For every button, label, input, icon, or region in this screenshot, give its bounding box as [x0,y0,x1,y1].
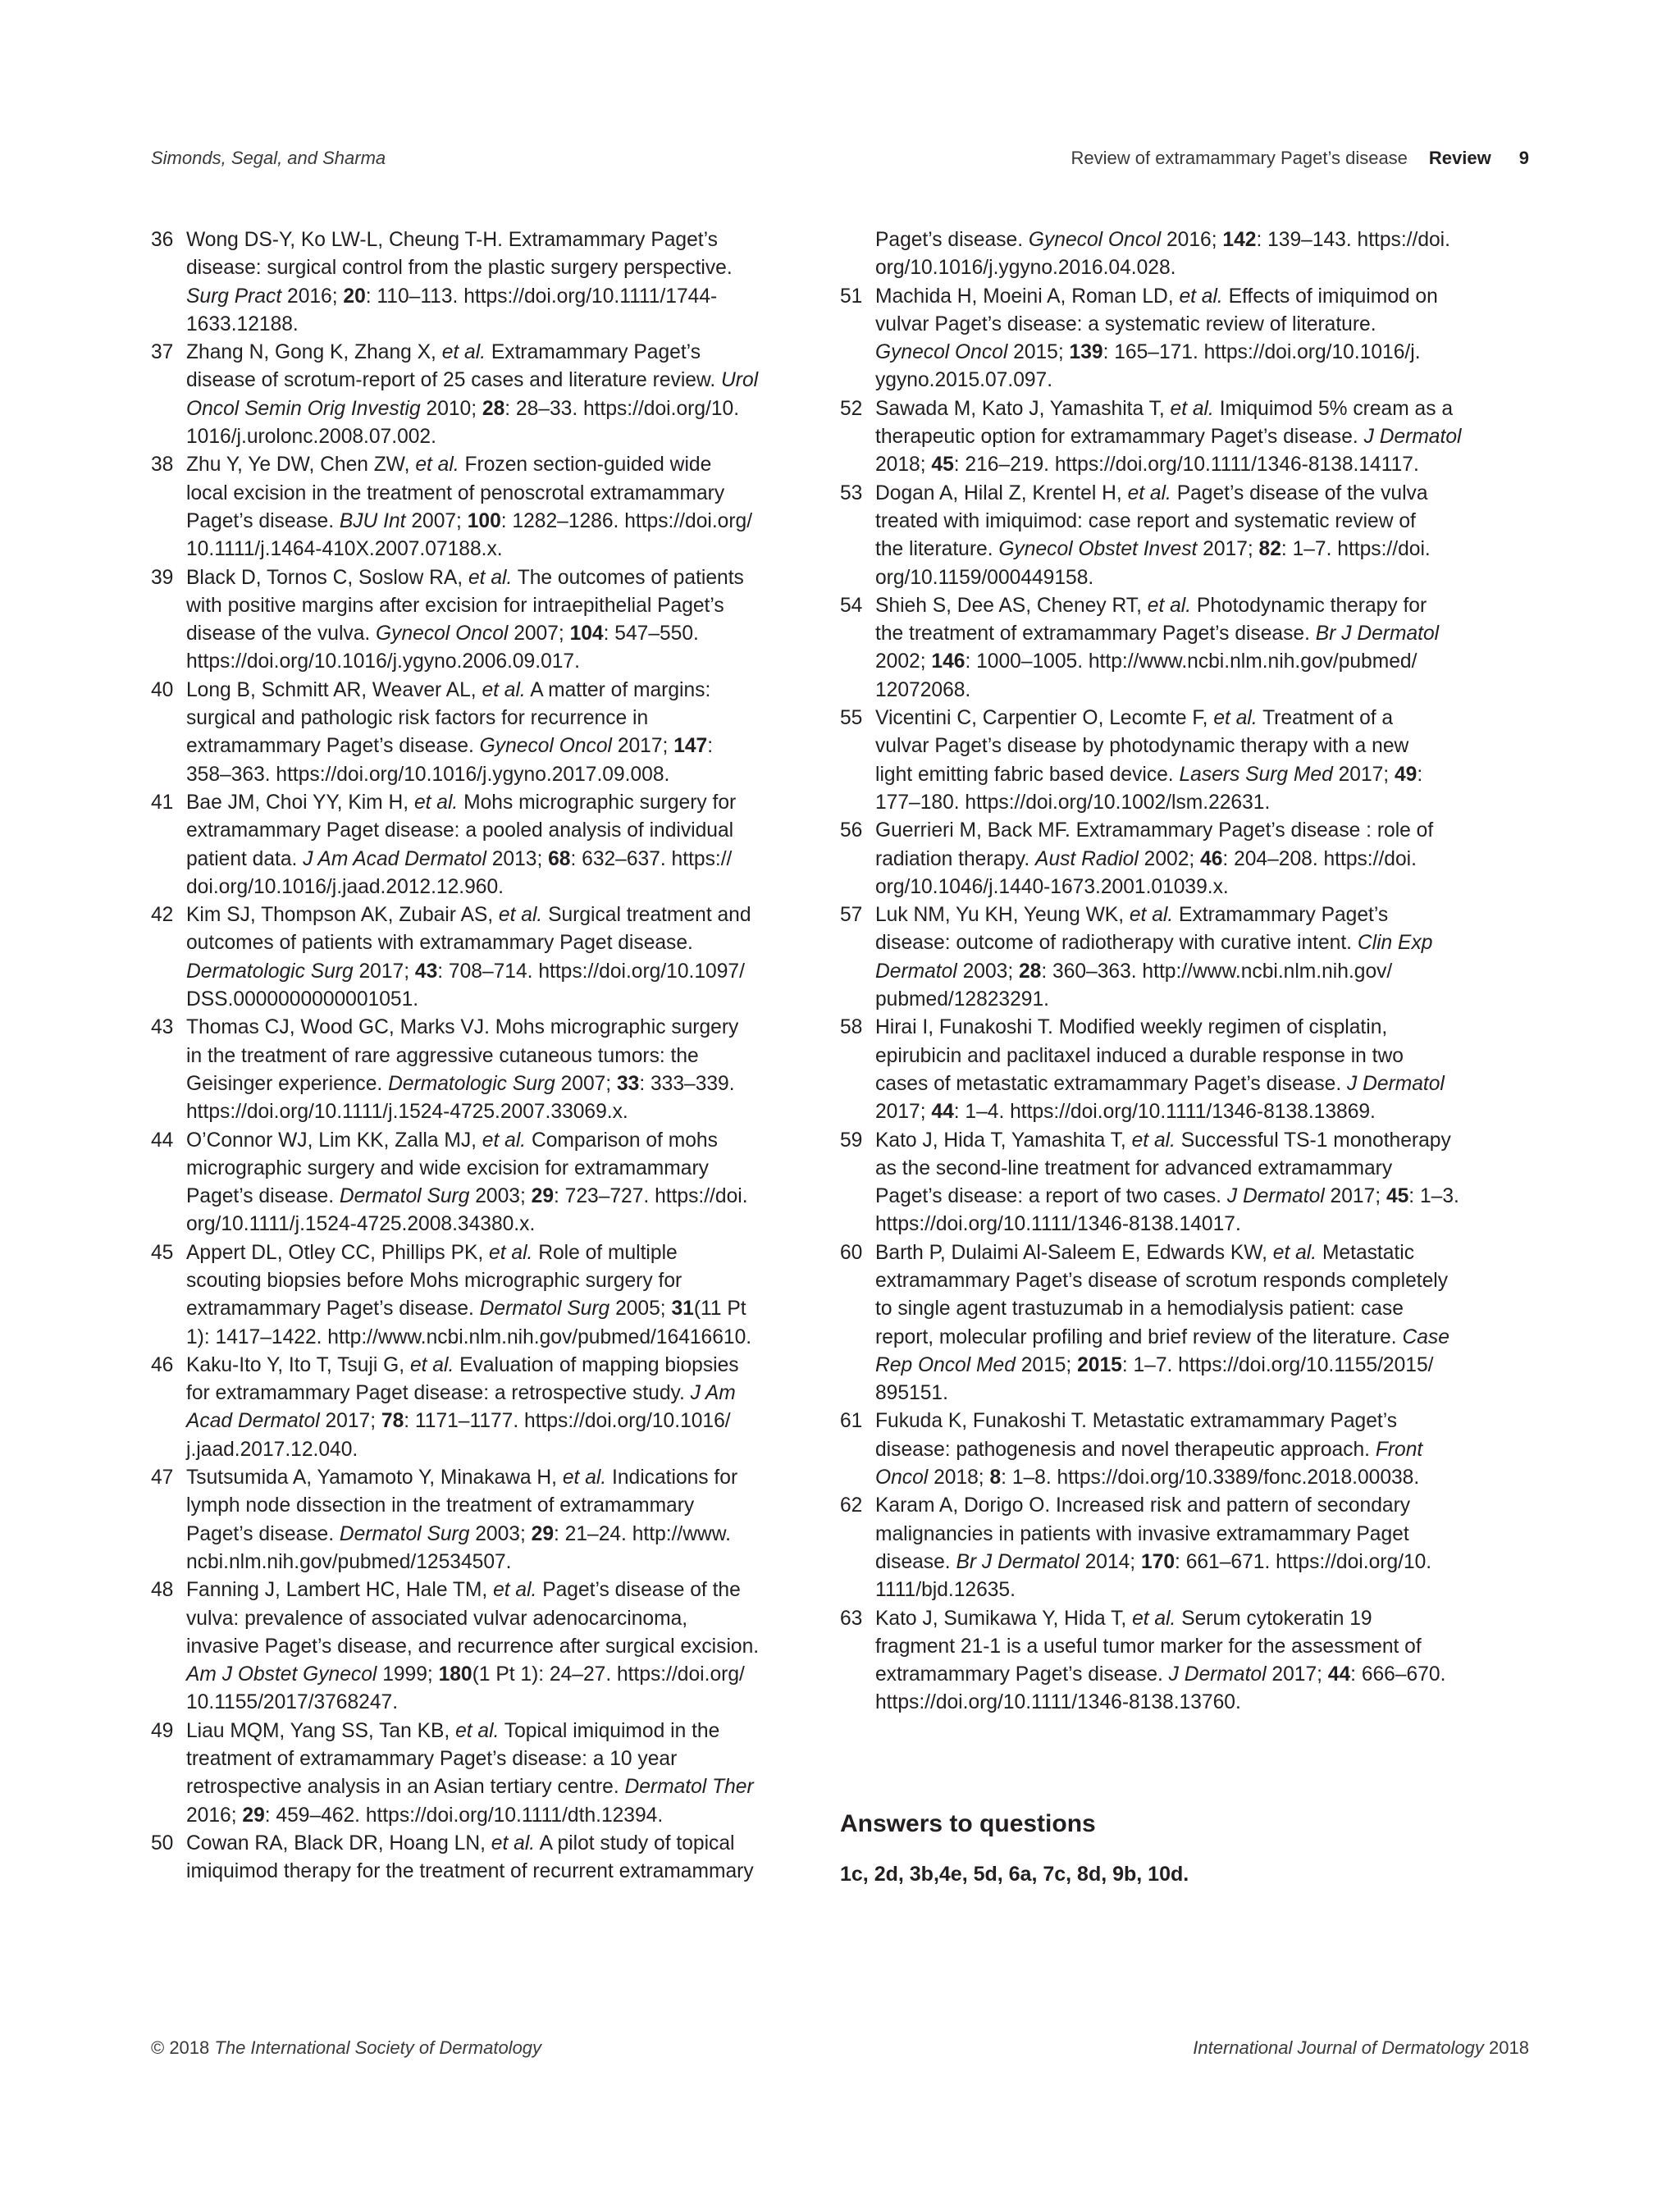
reference-line: Cowan RA, Black DR, Hoang LN, et al. A pilot study of topical [186,1832,735,1854]
reference-line: Fanning J, Lambert HC, Hale TM, et al. Paget’s disease of the [186,1579,741,1602]
reference-number: 38 [151,454,174,477]
reference-line: micrographic surgery and wide excision for extramammary [186,1156,709,1179]
reference-line: Oncol 2018; 8: 1–8. https://doi.org/10.3389/fonc.2018.00038. [875,1467,1420,1489]
reference-line: for extramammary Paget disease: a retrospective study. J Am [186,1382,736,1405]
reference-line: ncbi.nlm.nih.gov/pubmed/12534507. [186,1550,512,1573]
reference-item [151,901,783,1014]
reference-line: O’Connor WJ, Lim KK, Zalla MJ, et al. Comparison of mohs [186,1129,718,1152]
reference-number: 57 [840,904,863,927]
reference-line: report, molecular profiling and brief review of the literature. Case [875,1325,1449,1348]
reference-line: 2016; 29: 459–462. https://doi.org/10.1111/dth.12394. [186,1804,664,1827]
reference-line: imiquimod therapy for the treatment of recurrent extramammary [186,1860,754,1883]
footer-year: 2018 [1489,2037,1529,2058]
reference-item [151,1127,783,1239]
reference-number: 41 [151,791,174,814]
reference-line: Vicentini C, Carpentier O, Lecomte F, et al. Treatment of a [875,707,1394,730]
reference-number: 55 [840,707,863,730]
reference-line: Paget’s disease. Dermatol Surg 2003; 29: 21–24. http://www. [186,1522,731,1545]
reference-line: fragment 21-1 is a useful tumor marker for the assessment of [875,1635,1422,1658]
reference-line: Liau MQM, Yang SS, Tan KB, et al. Topical imiquimod in the [186,1719,720,1742]
reference-line: Guerrieri M, Back MF. Extramammary Paget’s disease : role of [875,819,1434,842]
reference-line: Machida H, Moeini A, Roman LD, et al. Effects of imiquimod on [875,285,1438,308]
reference-item [151,1464,783,1576]
reference-line: disease of the vulva. Gynecol Oncol 2007; 104: 547–550. [186,623,699,646]
reference-item [840,1492,1496,1604]
reference-line: treated with imiquimod: case report and systematic review of [875,509,1416,532]
reference-line: Thomas CJ, Wood GC, Marks VJ. Mohs micrographic surgery [186,1016,739,1039]
reference-item [151,1014,783,1126]
reference-number: 47 [151,1467,174,1489]
reference-line: Barth P, Dulaimi Al-Saleem E, Edwards KW, et al. Metastatic [875,1241,1415,1264]
reference-number: 62 [840,1494,863,1517]
reference-item [840,1407,1496,1492]
reference-item [151,1352,783,1464]
reference-line: extramammary Paget’s disease. Dermatol Surg 2005; 31(11 Pt [186,1298,746,1321]
reference-line: invasive Paget’s disease, and recurrence after surgical excision. [186,1635,760,1658]
reference-item [151,564,783,677]
page-number: 9 [1518,148,1529,168]
reference-number: 58 [840,1016,863,1039]
reference-item [151,1239,783,1352]
reference-line: with positive margins after excision for intraepithelial Paget’s [186,594,724,617]
reference-item [151,677,783,789]
reference-line: therapeutic option for extramammary Paget’s disease. J Dermatol [875,426,1462,449]
reference-number: 52 [840,397,863,420]
reference-line: Dogan A, Hilal Z, Krentel H, et al. Paget’s disease of the vulva [875,481,1428,504]
reference-number: 48 [151,1579,174,1602]
footer-journal-name: International Journal of Dermatology [1193,2037,1484,2058]
reference-line: Fukuda K, Funakoshi T. Metastatic extramammary Paget’s [875,1410,1398,1433]
reference-line: radiation therapy. Aust Radiol 2002; 46: 204–208. https://doi. [875,847,1417,870]
reference-line: Oncol Semin Orig Investig 2010; 28: 28–33. https://doi.org/10. [186,397,740,420]
reference-line: disease. Br J Dermatol 2014; 170: 661–671. https://doi.org/10. [875,1550,1432,1573]
reference-line: Rep Oncol Med 2015; 2015: 1–7. https://doi.org/10.1155/2015/ [875,1353,1434,1376]
reference-number: 44 [151,1129,174,1152]
reference-line: Shieh S, Dee AS, Cheney RT, et al. Photodynamic therapy for [875,594,1427,617]
reference-line: in the treatment of rare aggressive cutaneous tumors: the [186,1044,699,1067]
reference-number: 37 [151,341,174,364]
reference-line: 1): 1417–1422. http://www.ncbi.nlm.nih.gov/pubmed/16416610. [186,1325,752,1348]
reference-line: Kaku-Ito Y, Ito T, Tsuji G, et al. Evaluation of mapping biopsies [186,1353,739,1376]
reference-line: https://doi.org/10.1111/1346-8138.14017. [875,1213,1241,1236]
reference-line: Am J Obstet Gynecol 1999; 180(1 Pt 1): 24–27. https://doi.org/ [186,1663,745,1686]
reference-number: 51 [840,285,863,308]
reference-item [840,592,1496,705]
reference-line: patient data. J Am Acad Dermatol 2013; 68: 632–637. https:// [186,847,733,870]
reference-line: surgical and pathologic risk factors for recurrence in [186,707,649,730]
reference-line: local excision in the treatment of penoscrotal extramammary [186,481,725,504]
reference-line: scouting biopsies before Mohs micrographic surgery for [186,1269,682,1292]
reference-line: Zhang N, Gong K, Zhang X, et al. Extramammary Paget’s [186,341,701,364]
reference-line: 2002; 146: 1000–1005. http://www.ncbi.nlm.nih.gov/pubmed/ [875,650,1418,673]
reference-item [151,1718,783,1830]
reference-line: org/10.1159/000449158. [875,566,1094,589]
reference-number: 42 [151,904,174,927]
reference-line: 358–363. https://doi.org/10.1016/j.ygyno.2017.09.008. [186,763,670,786]
reference-line: 10.1111/j.1464-410X.2007.07188.x. [186,538,503,561]
reference-item [840,901,1496,1014]
reference-line: Appert DL, Otley CC, Phillips PK, et al. Role of multiple [186,1241,678,1264]
reference-number: 49 [151,1719,174,1742]
reference-item [840,283,1496,395]
reference-item [151,789,783,901]
reference-line: Dermatol 2003; 28: 360–363. http://www.ncbi.nlm.nih.gov/ [875,960,1393,983]
reference-line: org/10.1111/j.1524-4725.2008.34380.x. [186,1213,536,1236]
reference-line: Gynecol Oncol 2015; 139: 165–171. https://doi.org/10.1016/j. [875,341,1421,364]
footer-copyright-year: © 2018 [151,2037,210,2058]
reference-item [840,817,1496,901]
reference-line: Long B, Schmitt AR, Weaver AL, et al. A matter of margins: [186,678,711,701]
reference-line: the literature. Gynecol Obstet Invest 2017; 82: 1–7. https://doi. [875,538,1431,561]
reference-item [840,1014,1496,1126]
reference-number: 39 [151,566,174,589]
reference-number: 36 [151,229,174,251]
reference-line: epirubicin and paclitaxel induced a durable response in two [875,1044,1404,1067]
reference-item [840,395,1496,480]
reference-line: Sawada M, Kato J, Yamashita T, et al. Imiquimod 5% cream as a [875,397,1453,420]
reference-line: disease of scrotum-report of 25 cases and literature review. Urol [186,369,759,392]
answers-heading: Answers to questions [840,1809,1096,1837]
footer-copyright [151,2037,541,2059]
reference-line: Acad Dermatol 2017; 78: 1171–1177. https://doi.org/10.1016/ [186,1410,731,1433]
reference-line: Wong DS-Y, Ko LW-L, Cheung T-H. Extramammary Paget’s [186,229,718,251]
reference-number: 45 [151,1241,174,1264]
footer-society: The International Society of Dermatology [214,2037,542,2058]
reference-line: 1111/bjd.12635. [875,1579,1016,1602]
reference-line: vulvar Paget’s disease by photodynamic therapy with a new [875,735,1409,758]
reference-line: lymph node dissection in the treatment of extramammary [186,1494,695,1517]
references-column-right [840,226,1496,1888]
reference-line: https://doi.org/10.1111/j.1524-4725.2007.33069.x. [186,1101,628,1124]
reference-line: vulva: prevalence of associated vulvar adenocarcinoma, [186,1607,688,1630]
reference-line: vulvar Paget’s disease: a systematic review of literature. [875,312,1376,335]
reference-item [840,705,1496,817]
reference-line: Kato J, Hida T, Yamashita T, et al. Successful TS-1 monotherapy [875,1129,1451,1152]
reference-line: Paget’s disease. BJU Int 2007; 100: 1282–1286. https://doi.org/ [186,509,753,532]
references-list-right [840,226,1496,1718]
reference-number: 40 [151,678,174,701]
reference-line: disease: pathogenesis and novel therapeutic approach. Front [875,1438,1423,1461]
reference-number: 60 [840,1241,863,1264]
reference-line: ygyno.2015.07.097. [875,369,1053,392]
reference-number: 46 [151,1353,174,1376]
footer-journal [1193,2037,1529,2059]
header-article-title: Review of extramammary Paget’s disease [1071,148,1408,168]
reference-line: j.jaad.2017.12.040. [186,1438,358,1461]
reference-line: extramammary Paget’s disease of scrotum responds completely [875,1269,1449,1292]
reference-line: Zhu Y, Ye DW, Chen ZW, et al. Frozen section-guided wide [186,454,712,477]
reference-line: https://doi.org/10.1111/1346-8138.13760. [875,1691,1241,1714]
references-column-left [151,226,783,1886]
reference-line: extramammary Paget’s disease. Gynecol Oncol 2017; 147: [186,735,714,758]
running-header [151,148,1529,180]
reference-item-continued [840,226,1496,283]
reference-number: 59 [840,1129,863,1152]
reference-item [840,1605,1496,1718]
reference-item [151,339,783,451]
reference-line: as the second-line treatment for advanced extramammary [875,1156,1393,1179]
reference-line: 1016/j.urolonc.2008.07.002. [186,426,436,449]
reference-item [840,480,1496,592]
header-section: Review [1428,148,1491,168]
reference-line: Paget’s disease. Gynecol Oncol 2016; 142: 139–143. https://doi. [875,229,1450,251]
header-right [1071,148,1529,169]
reference-line: Geisinger experience. Dermatologic Surg 2007; 33: 333–339. [186,1072,735,1095]
reference-line: Tsutsumida A, Yamamoto Y, Minakawa H, et al. Indications for [186,1467,738,1489]
header-authors: Simonds, Segal, and Sharma [151,148,386,168]
reference-line: 2018; 45: 216–219. https://doi.org/10.1111/1346-8138.14117. [875,454,1419,477]
reference-line: Kato J, Sumikawa Y, Hida T, et al. Serum cytokeratin 19 [875,1607,1372,1630]
reference-line: Bae JM, Choi YY, Kim H, et al. Mohs micrographic surgery for [186,791,737,814]
reference-line: org/10.1046/j.1440-1673.2001.01039.x. [875,875,1229,898]
reference-line: doi.org/10.1016/j.jaad.2012.12.960. [186,875,504,898]
reference-line: treatment of extramammary Paget’s disease: a 10 year [186,1748,678,1771]
reference-line: DSS.0000000000001051. [186,988,419,1011]
answers-text: 1c, 2d, 3b,4e, 5d, 6a, 7c, 8d, 9b, 10d. [840,1862,1189,1886]
reference-number: 53 [840,481,863,504]
reference-number: 56 [840,819,863,842]
reference-number: 61 [840,1410,863,1433]
reference-line: 895151. [875,1382,948,1405]
reference-line: https://doi.org/10.1016/j.ygyno.2006.09.017. [186,650,580,673]
reference-line: Paget’s disease: a report of two cases. J Dermatol 2017; 45: 1–3. [875,1185,1459,1208]
reference-line: disease: outcome of radiotherapy with curative intent. Clin Exp [875,932,1433,955]
reference-item [151,1576,783,1717]
reference-line: disease: surgical control from the plastic surgery perspective. [186,257,733,280]
reference-line: 2017; 44: 1–4. https://doi.org/10.1111/1346-8138.13869. [875,1101,1376,1124]
reference-line: cases of metastatic extramammary Paget’s disease. J Dermatol [875,1072,1445,1095]
reference-line: light emitting fabric based device. Lasers Surg Med 2017; 49: [875,763,1423,786]
reference-line: Paget’s disease. Dermatol Surg 2003; 29: 723–727. https://doi. [186,1185,748,1208]
reference-line: outcomes of patients with extramammary Paget disease. [186,932,693,955]
reference-line: Surg Pract 2016; 20: 110–113. https://doi.org/10.1111/1744- [186,285,718,308]
reference-line: Hirai I, Funakoshi T. Modified weekly regimen of cisplatin, [875,1016,1388,1039]
reference-line: Dermatologic Surg 2017; 43: 708–714. https://doi.org/10.1097/ [186,960,745,983]
reference-line: extramammary Paget’s disease. J Dermatol 2017; 44: 666–670. [875,1663,1446,1686]
reference-line: to single agent trastuzumab in a hemodialysis patient: case [875,1298,1404,1321]
reference-line: malignancies in patients with invasive extramammary Paget [875,1522,1409,1545]
reference-line: extramammary Paget disease: a pooled analysis of individual [186,819,734,842]
reference-number: 63 [840,1607,863,1630]
reference-line: pubmed/12823291. [875,988,1049,1011]
reference-item [840,1239,1496,1408]
reference-item [840,1127,1496,1239]
reference-line: Karam A, Dorigo O. Increased risk and pattern of secondary [875,1494,1411,1517]
reference-line: Black D, Tornos C, Soslow RA, et al. The outcomes of patients [186,566,744,589]
reference-item [151,451,783,563]
reference-line: 10.1155/2017/3768247. [186,1691,399,1714]
reference-line: Kim SJ, Thompson AK, Zubair AS, et al. Surgical treatment and [186,904,751,927]
reference-line: org/10.1016/j.ygyno.2016.04.028. [875,257,1176,280]
reference-number: 54 [840,594,863,617]
reference-number: 50 [151,1832,174,1854]
reference-line: Luk NM, Yu KH, Yeung WK, et al. Extramammary Paget’s [875,904,1389,927]
reference-line: the treatment of extramammary Paget’s disease. Br J Dermatol [875,623,1440,646]
reference-line: 1633.12188. [186,312,299,335]
reference-line: retrospective analysis in an Asian tertiary centre. Dermatol Ther [186,1776,754,1799]
reference-line: 177–180. https://doi.org/10.1002/lsm.22631. [875,791,1271,814]
reference-number: 43 [151,1016,174,1039]
reference-line: 12072068. [875,678,971,701]
reference-item [151,1830,783,1886]
reference-item [151,226,783,339]
